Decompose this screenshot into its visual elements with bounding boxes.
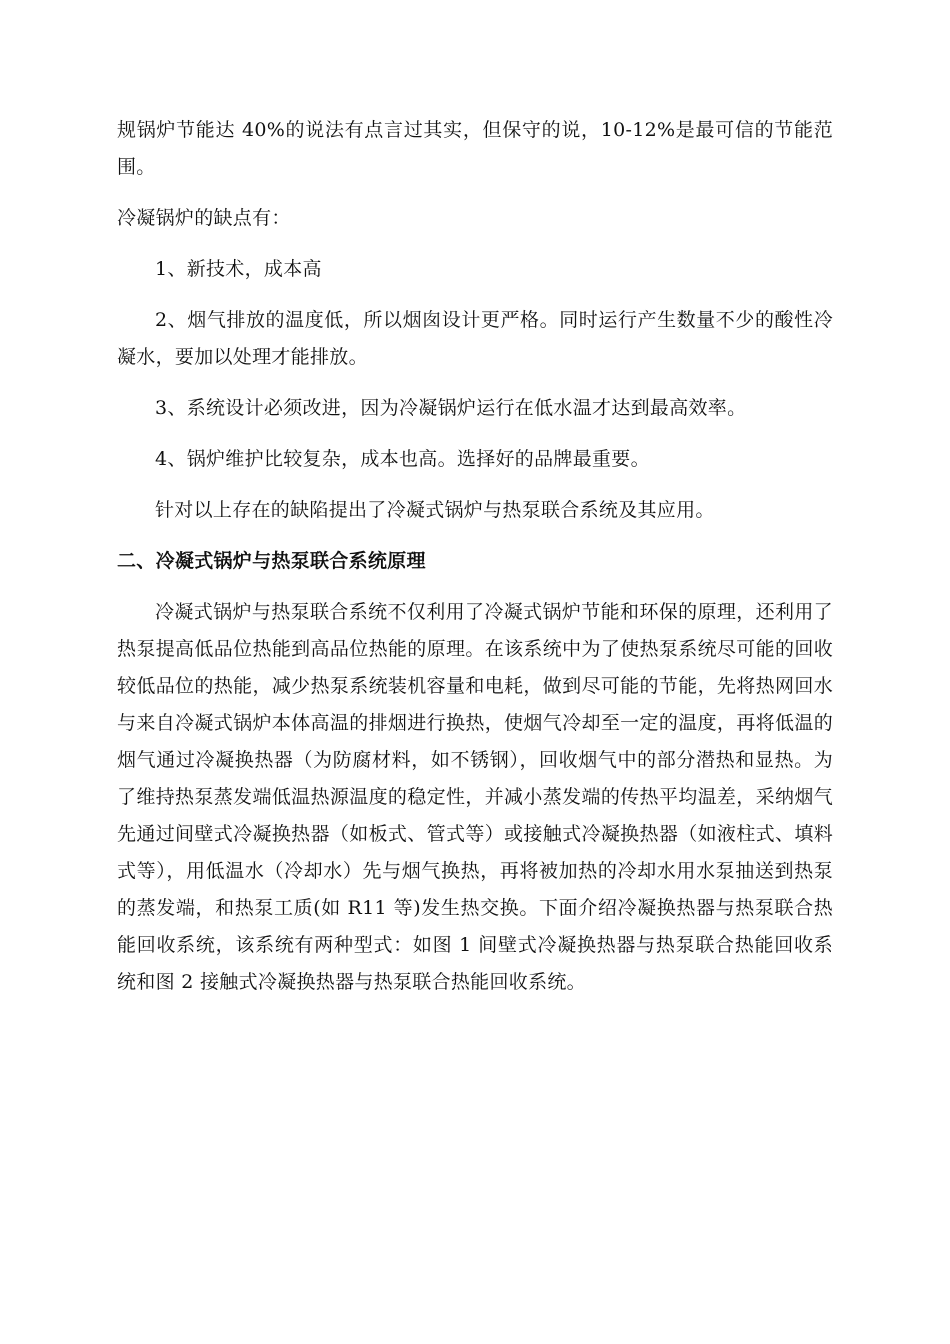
list-item-4: 4、锅炉维护比较复杂，成本也高。选择好的品牌最重要。 xyxy=(155,448,650,470)
list-item-1: 1、新技术，成本高 xyxy=(155,258,322,280)
list-item-3: 3、系统设计必须改进，因为冷凝锅炉运行在低水温才达到最高效率。 xyxy=(155,397,747,419)
paragraph-proposal: 针对以上存在的缺陷提出了冷凝式锅炉与热泵联合系统及其应用。 xyxy=(155,499,715,521)
document-body xyxy=(117,112,833,1001)
paragraph-energy-saving: 规锅炉节能达 40%的说法有点言过其实，但保守的说，10-12%是最可信的节能范围。 xyxy=(117,119,833,178)
paragraph-disadvantages-intro: 冷凝锅炉的缺点有： xyxy=(117,207,291,229)
list-item-2: 2、烟气排放的温度低，所以烟囱设计更严格。同时运行产生数量不少的酸性冷凝水，要加以处理才能排放。 xyxy=(117,309,833,368)
paragraph-system-principle: 冷凝式锅炉与热泵联合系统不仅利用了冷凝式锅炉节能和环保的原理，还利用了热泵提高低品位热能到高品位热能的原理。在该系统中为了使热泵系统尽可能的回收较低品位的热能，减少热泵系统装机容量和电耗，做到尽可能的节能，先将热网回水与来自冷凝式锅炉本体高温的排烟进行换热，使烟气冷却至一定的温度，再将低温的烟气通过冷凝换热器（为防腐材料，如不锈钢），回收烟气中的部分潜热和显热。为了维持热泵蒸发端低温热源温度的稳定性，并减小蒸发端的传热平均温差，采纳烟气先通过间壁式冷凝换热器（如板式、管式等）或接触式冷凝换热器（如液柱式、填料式等），用低温水（冷却水）先与烟气换热，再将被加热的冷却水用水泵抽送到热泵的蒸发端，和热泵工质(如 R11 等)发生热交换。下面介绍冷凝换热器与热泵联合热能回收系统，该系统有两种型式：如图 1 间壁式冷凝换热器与热泵联合热能回收系统和图 2 接触式冷凝换热器与热泵联合热能回收系统。 xyxy=(117,601,833,993)
section-heading: 二、冷凝式锅炉与热泵联合系统原理 xyxy=(117,550,426,572)
